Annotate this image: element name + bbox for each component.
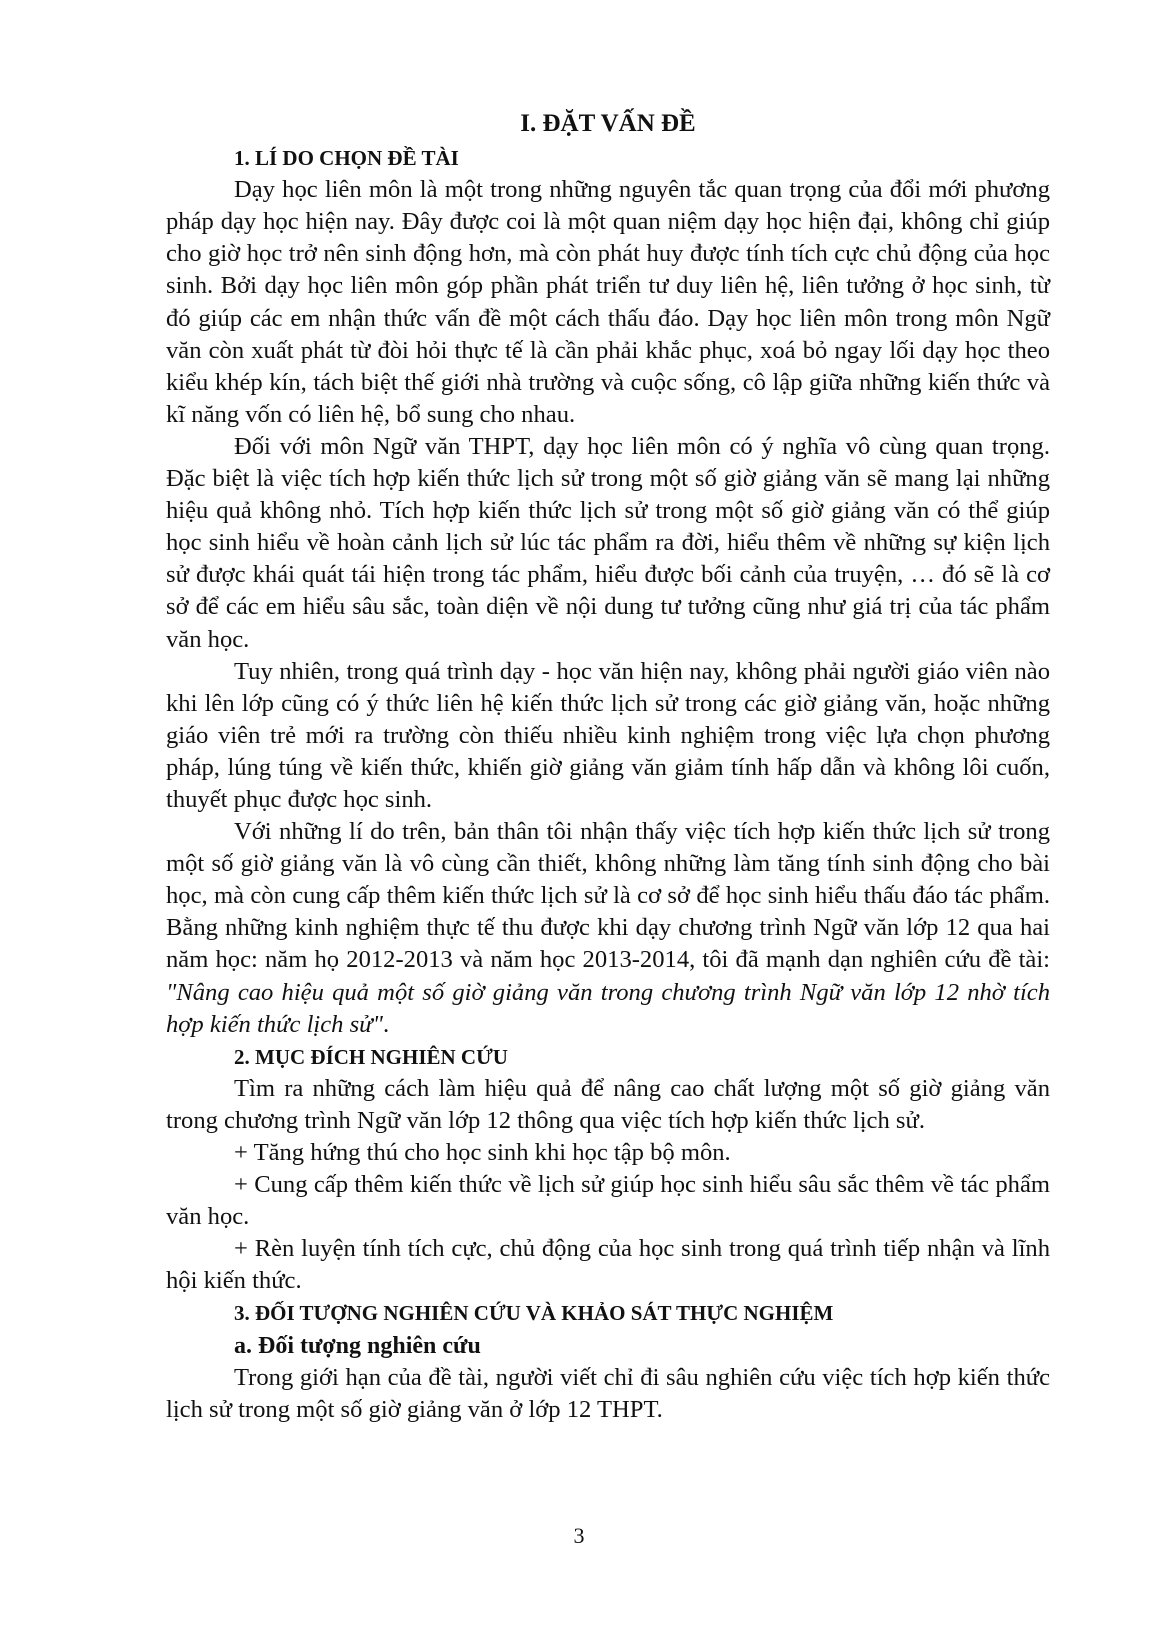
bullet-item: + Rèn luyện tính tích cực, chủ động của học sinh trong quá trình tiếp nhận và lĩnh hội kiến thức. — [166, 1235, 1050, 1295]
paragraph: Dạy học liên môn là một trong những nguyên tắc quan trọng của đổi mới phương pháp dạy học hiện nay. Đây được coi là một quan niệm dạy học hiện đại, không chỉ giúp cho giờ học trở nên sinh động hơn, mà còn phát huy được tính tích cực chủ động của học sinh. Bởi dạy học liên môn góp phần phát triển tư duy liên hệ, liên tưởng ở học sinh, từ đó giúp các em nhận thức vấn đề một cách thấu đáo. Dạy học liên môn trong môn Ngữ văn còn xuất phát từ đòi hỏi thực tế là cần phải khắc phục, xoá bỏ ngay lối dạy học theo kiểu khép kín, tách biệt thế giới nhà trường và cuộc sống, cô lập giữa những kiến thức và kĩ năng vốn có liên hệ, bổ sung cho nhau. — [166, 176, 1050, 428]
page-number: 3 — [573, 1523, 585, 1548]
section-3-heading: 3. ĐỐI TƯỢNG NGHIÊN CỨU VÀ KHẢO SÁT THỰC NGHIỆM — [234, 1301, 834, 1326]
paragraph-end: . — [382, 1010, 390, 1038]
paragraph: Đối với môn Ngữ văn THPT, dạy học liên môn có ý nghĩa vô cùng quan trọng. Đặc biệt là việc tích hợp kiến thức lịch sử trong một số giờ giảng văn sẽ mang lại những hiệu quả không nhỏ. Tích hợp kiến thức lịch sử trong một số giờ giảng văn có thể giúp học sinh hiểu về hoàn cảnh lịch sử lúc tác phẩm ra đời, hiểu thêm về những sự kiện lịch sử được khái quát tái hiện trong tác phẩm, hiểu được bối cảnh của truyện, … đó sẽ là cơ sở để các em hiểu sâu sắc, toàn diện về nội dung tư tưởng cũng như giá trị của tác phẩm văn học. — [166, 432, 1050, 653]
topic-title: "Nâng cao hiệu quả một số giờ giảng văn trong chương trình Ngữ văn lớp 12 nhờ tích hợp kiến thức lịch sử" — [166, 978, 1050, 1038]
paragraph: Trong giới hạn của đề tài, người viết chỉ đi sâu nghiên cứu việc tích hợp kiến thức lịch sử trong một số giờ giảng văn ở lớp 12 THPT. — [166, 1363, 1050, 1423]
paragraph-text: Với những lí do trên, bản thân tôi nhận thấy việc tích hợp kiến thức lịch sử trong một số giờ giảng văn là vô cùng cần thiết, không những làm tăng tính sinh động cho bài học, mà còn cung cấp thêm kiến thức lịch sử là cơ sở để học sinh hiểu thấu đáo tác phẩm. Bằng những kinh nghiệm thực tế thu được khi dạy chương trình Ngữ văn lớp 12 qua hai năm học: năm họ 2012-2013 và năm học 2013-2014, tôi đã mạnh dạn nghiên cứu đề tài: — [166, 818, 1050, 974]
paragraph — [166, 816, 1050, 1041]
paragraph: Tìm ra những cách làm hiệu quả để nâng cao chất lượng một số giờ giảng văn trong chương trình Ngữ văn lớp 12 thông qua việc tích hợp kiến thức lịch sử. — [166, 1074, 1050, 1134]
bullet-item: + Cung cấp thêm kiến thức về lịch sử giúp học sinh hiểu sâu sắc thêm về tác phẩm văn học. — [166, 1171, 1050, 1231]
paragraph: Tuy nhiên, trong quá trình dạy - học văn hiện nay, không phải người giáo viên nào khi lên lớp cũng có ý thức liên hệ kiến thức lịch sử trong các giờ giảng văn, hoặc những giáo viên trẻ mới ra trường còn thiếu nhiều kinh nghiệm trong việc lựa chọn phương pháp, lúng túng về kiến thức, khiến giờ giảng văn giảm tính hấp dẫn và không lôi cuốn, thuyết phục được học sinh. — [166, 657, 1050, 813]
bullet-item: + Tăng hứng thú cho học sinh khi học tập bộ môn. — [234, 1139, 731, 1166]
chapter-title: I. ĐẶT VẤN ĐỀ — [520, 110, 696, 137]
page-content — [166, 108, 1050, 1426]
subsection-a-heading: a. Đối tượng nghiên cứu — [234, 1332, 481, 1359]
section-2-heading: 2. MỤC ĐÍCH NGHIÊN CỨU — [234, 1044, 508, 1069]
section-1-heading: 1. LÍ DO CHỌN ĐỀ TÀI — [234, 146, 459, 171]
